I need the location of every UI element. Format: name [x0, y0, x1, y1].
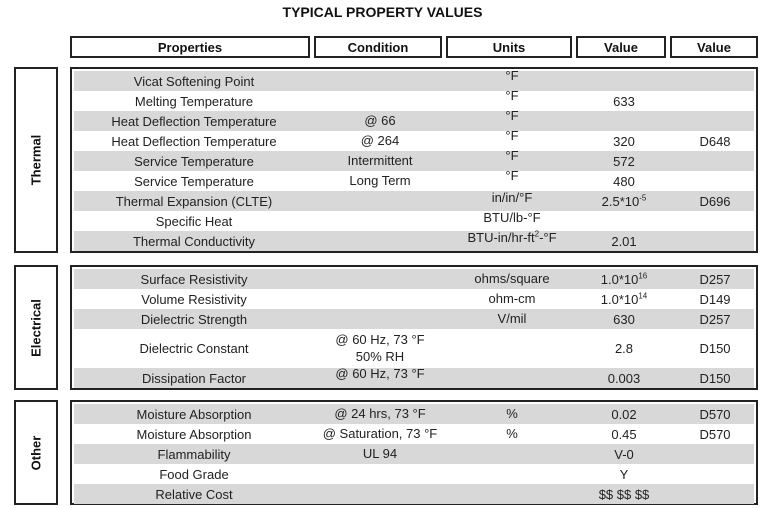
section-label-electrical-text: Electrical [28, 298, 44, 357]
property-cell: Dielectric Strength [140, 312, 248, 327]
condition-cell [314, 331, 446, 365]
table-row [74, 444, 754, 464]
value-cell [578, 464, 670, 486]
units-text: °F [505, 108, 519, 123]
property-cell: Specific Heat [155, 214, 233, 229]
condition-cell: @ 66 [364, 113, 396, 128]
property-cell: Food Grade [159, 467, 229, 482]
units-cell [446, 269, 578, 289]
units-text: ohms/square [474, 271, 550, 286]
units-text: ohm-cm [488, 291, 536, 306]
property-cell: Thermal Conductivity [132, 234, 256, 249]
method-cell: D570 [699, 407, 731, 422]
value-text: 572 [613, 154, 635, 169]
condition-cell: Intermittent [347, 153, 413, 168]
property-cell: Vicat Softening Point [133, 74, 255, 89]
value-cell [578, 171, 670, 193]
value-text: 480 [613, 174, 635, 189]
method-cell: D257 [699, 272, 731, 287]
property-cell: Melting Temperature [134, 94, 254, 109]
header-units: Units [446, 36, 572, 58]
units-text: in/in/°F [491, 190, 533, 205]
units-cell [446, 424, 578, 444]
value-cell [578, 404, 670, 426]
value-cell [578, 231, 670, 253]
value-cell [578, 444, 670, 466]
units-text: V/mil [497, 311, 527, 326]
condition-line-1: @ 60 Hz, 73 °F [335, 332, 425, 347]
units-cell [446, 208, 578, 228]
method-cell: D648 [699, 134, 731, 149]
property-cell: Thermal Expansion (CLTE) [115, 194, 273, 209]
units-text: BTU/lb-°F [483, 210, 541, 225]
value-text: 2.8 [614, 341, 634, 356]
table-row [74, 88, 754, 111]
property-cell: Flammability [157, 447, 231, 462]
table-row [74, 148, 754, 171]
value-cell [578, 368, 670, 390]
method-cell: D696 [699, 194, 731, 209]
property-cell: Heat Deflection Temperature [111, 114, 277, 129]
property-cell: Moisture Absorption [136, 407, 252, 422]
units-cell [446, 66, 578, 86]
property-cell: Service Temperature [134, 154, 254, 169]
units-cell [446, 126, 578, 146]
value-text: $$ $$ $$ [598, 487, 650, 502]
condition-cell: @ Saturation, 73 °F [322, 426, 438, 441]
header-value: Value [576, 36, 666, 58]
value-cell [578, 484, 670, 506]
units-tail: -°F [539, 230, 557, 245]
value-cell [578, 91, 670, 113]
condition-cell: @ 60 Hz, 73 °F [335, 366, 425, 381]
units-text: °F [505, 168, 519, 183]
units-cell [446, 404, 578, 424]
table-row [74, 108, 754, 131]
section-other [70, 400, 758, 505]
property-cell: Dissipation Factor [141, 371, 247, 386]
value-text: 630 [613, 312, 635, 327]
units-cell [446, 86, 578, 106]
table-row [74, 424, 754, 444]
table-row [74, 128, 754, 151]
method-cell: D150 [699, 371, 731, 386]
value-cell [578, 424, 670, 446]
property-cell: Surface Resistivity [140, 272, 248, 287]
section-label-other-text: Other [28, 435, 44, 470]
section-label-thermal-text: Thermal [28, 134, 44, 186]
value-superscript: 16 [638, 271, 648, 281]
units-text: % [506, 426, 518, 441]
units-cell [446, 188, 578, 208]
table-row [74, 191, 754, 211]
table-row [74, 289, 754, 309]
table-row [74, 168, 754, 191]
units-text: % [506, 406, 518, 421]
header-properties: Properties [70, 36, 310, 58]
page-title: TYPICAL PROPERTY VALUES [282, 4, 483, 20]
value-text: 2.01 [611, 234, 637, 249]
header-condition: Condition [314, 36, 442, 58]
value-text: 0.45 [611, 427, 637, 442]
property-cell: Volume Resistivity [141, 292, 247, 307]
units-text: °F [505, 148, 519, 163]
section-thermal [70, 67, 758, 253]
header-value-2: Value [670, 36, 758, 58]
section-label-thermal [14, 67, 58, 253]
property-cell: Relative Cost [155, 487, 233, 502]
value-text: 1.0*10 [600, 292, 639, 307]
property-cell: Moisture Absorption [136, 427, 252, 442]
table-row [74, 309, 754, 329]
value-cell [578, 309, 670, 331]
units-superscript: 2 [534, 229, 540, 239]
section-electrical [70, 265, 758, 390]
value-text: 2.5*10 [601, 194, 640, 209]
value-text: Y [619, 467, 629, 482]
method-cell: D150 [699, 341, 731, 356]
units-text: BTU-in/hr-ft [467, 230, 535, 245]
value-cell [578, 329, 670, 368]
table-row [74, 329, 754, 368]
table-row [74, 404, 754, 424]
condition-cell: @ 24 hrs, 73 °F [334, 406, 426, 421]
table-row [74, 368, 754, 388]
condition-cell: @ 264 [360, 133, 400, 148]
method-cell: D570 [699, 427, 731, 442]
value-cell [578, 131, 670, 153]
value-cell [578, 151, 670, 173]
table-row [74, 231, 754, 251]
table-row [74, 211, 754, 231]
units-text: °F [505, 88, 519, 103]
value-superscript: 14 [638, 291, 648, 301]
value-cell [578, 269, 670, 291]
value-cell [578, 191, 670, 213]
condition-line-2: 50% RH [355, 349, 405, 364]
units-cell [446, 309, 578, 329]
units-cell [446, 146, 578, 166]
value-text: 0.02 [611, 407, 637, 422]
value-text: V-0 [614, 447, 634, 462]
property-cell: Heat Deflection Temperature [111, 134, 277, 149]
units-text: °F [505, 68, 519, 83]
section-label-other [14, 400, 58, 505]
section-label-electrical [14, 265, 58, 390]
property-cell: Service Temperature [134, 174, 254, 189]
value-text: 1.0*10 [600, 272, 639, 287]
units-cell [446, 228, 578, 248]
value-text: 320 [613, 134, 635, 149]
units-cell [446, 166, 578, 186]
units-cell [446, 289, 578, 309]
value-text: 0.003 [607, 371, 641, 386]
property-cell: Dielectric Constant [139, 341, 249, 356]
value-cell [578, 289, 670, 311]
value-text: 633 [613, 94, 635, 109]
condition-cell: UL 94 [362, 446, 398, 461]
table-row [74, 464, 754, 484]
method-cell: D149 [699, 292, 731, 307]
units-cell [446, 106, 578, 126]
table-row [74, 484, 754, 504]
table-row [74, 269, 754, 289]
table-row [74, 68, 754, 91]
value-superscript: -5 [639, 193, 647, 203]
method-cell: D257 [699, 312, 731, 327]
units-text: °F [505, 128, 519, 143]
condition-cell: Long Term [349, 173, 411, 188]
